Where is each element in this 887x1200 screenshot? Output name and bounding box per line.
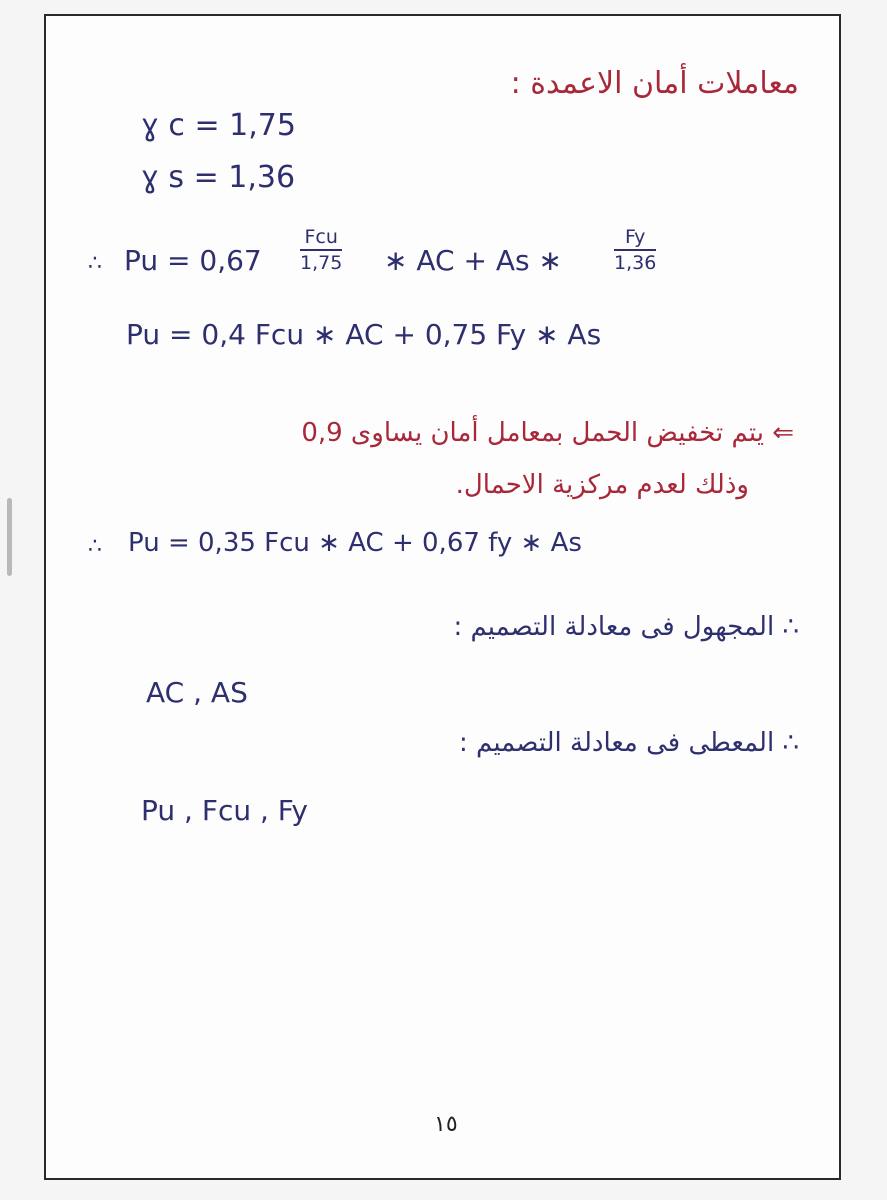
notebook-page: [44, 14, 841, 1180]
fraction-fy-over-136: [614, 226, 656, 274]
unknowns-values: AC , AS: [146, 676, 248, 709]
gamma-c-line: ɣ c = 1,75: [141, 108, 296, 143]
unknowns-label: ∴ المجهول فى معادلة التصميم :: [453, 612, 799, 642]
page-number: ١٥: [434, 1112, 458, 1137]
therefore-symbol: ∴: [88, 534, 102, 559]
eq3-line: Pu = 0,35 Fcu ∗ AC + 0,67 fy ∗ As: [128, 528, 582, 558]
note-line-1: ⇐ يتم تخفيض الحمل بمعامل أمان يساوى 0,9: [301, 418, 794, 448]
givens-values: Pu , Fcu , Fy: [141, 794, 308, 827]
note-line-2: وذلك لعدم مركزية الاحمال.: [455, 470, 749, 500]
fraction-denominator: 1,75: [300, 252, 343, 274]
fraction-bar: [614, 249, 656, 251]
eq2-line: Pu = 0,4 Fcu ∗ AC + 0,75 Fy ∗ As: [126, 318, 602, 351]
scrollbar-handle[interactable]: [7, 498, 12, 576]
givens-label: ∴ المعطى فى معادلة التصميم :: [459, 728, 799, 758]
fraction-numerator: Fcu: [304, 226, 338, 248]
gamma-s-line: ɣ s = 1,36: [141, 160, 296, 195]
heading-column-safety-factors: معاملات أمان الاعمدة :: [510, 66, 799, 101]
therefore-symbol: ∴: [88, 251, 102, 276]
eq1-middle-part: ∗ AC + As ∗: [384, 244, 562, 277]
fraction-denominator: 1,36: [614, 252, 657, 274]
fraction-bar: [300, 249, 342, 251]
eq1-pu-part: Pu = 0,67: [124, 244, 262, 277]
fraction-numerator: Fy: [624, 226, 646, 248]
fraction-fcu-over-175: [300, 226, 342, 274]
